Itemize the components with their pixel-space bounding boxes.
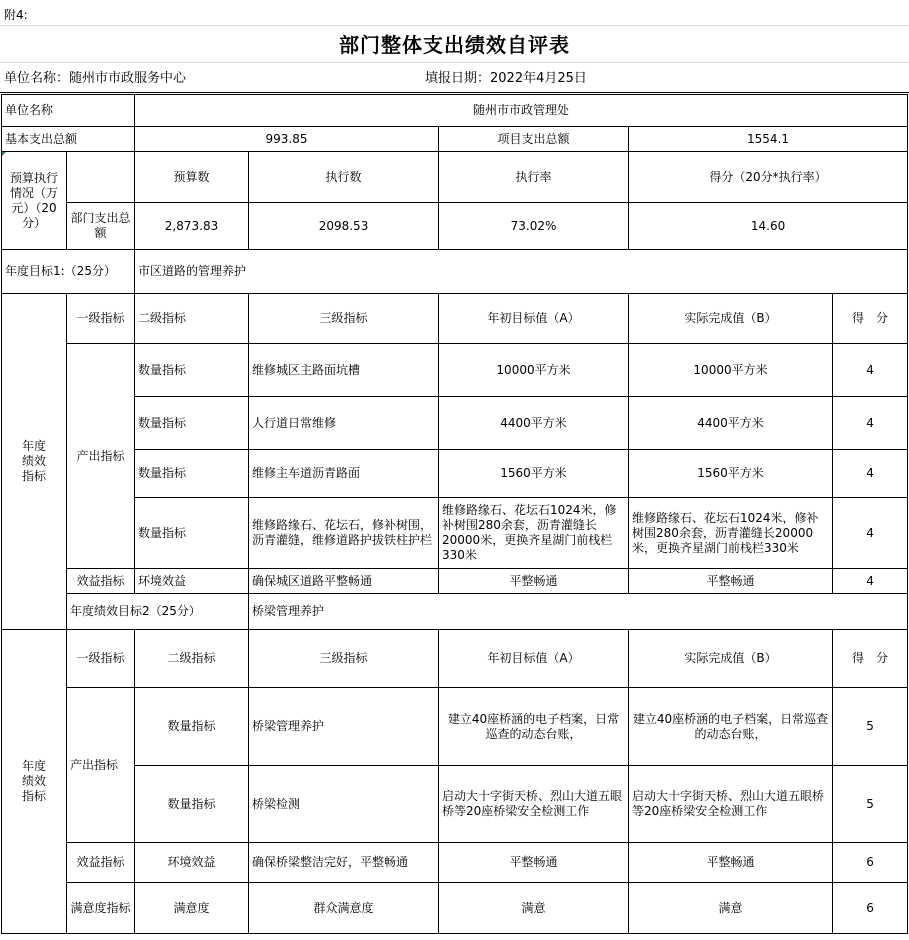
target-cell: 维修路缘石、花坛石1024米，修补树围280余套，沥青灌缝长20000米，更换齐星湖门前栈栏330米 [439,498,629,569]
level2-cell: 数量指标 [135,688,249,766]
goal2-level1-header: 一级指标 [67,630,135,688]
score-header: 得分（20分*执行率） [629,152,908,203]
goal1-score-header: 得 分 [833,294,908,344]
level2-cell: 数量指标 [135,766,249,843]
score-cell: 4 [833,397,908,450]
budget-value: 2,873.83 [135,203,249,250]
goal2-target-header: 年初目标值（A） [439,630,629,688]
target-cell: 满意 [439,883,629,934]
basic-expense-value: 993.85 [135,127,439,152]
unit-row [2,95,908,127]
annex-row [0,0,909,26]
goal2-text: 桥梁管理养护 [249,594,908,630]
goal1-text: 市区道路的管理养护 [135,250,908,294]
annex-label: 附4: [4,8,28,22]
target-cell: 平整畅通 [439,843,629,883]
level3-cell: 桥梁检测 [249,766,439,843]
score-cell: 4 [833,344,908,397]
unit-label: 单位名称 [2,95,135,127]
unit-value: 随州市市政管理处 [135,95,908,127]
score-cell: 6 [833,843,908,883]
score-cell: 5 [833,688,908,766]
goal1-level3-header: 三级指标 [249,294,439,344]
actual-cell: 平整畅通 [629,843,833,883]
dept-expense-label: 部门支出总额 [67,203,135,250]
project-expense-label: 项目支出总额 [439,127,629,152]
level3-cell: 确保城区道路平整畅通 [249,569,439,594]
score-cell: 5 [833,766,908,843]
evaluation-table [1,94,908,934]
table-row [2,766,908,843]
actual-cell: 4400平方米 [629,397,833,450]
benefit-label: 效益指标 [67,843,135,883]
level3-cell: 人行道日常维修 [249,397,439,450]
benefit-label: 效益指标 [67,569,135,594]
execution-rate-header: 执行率 [439,152,629,203]
title-row [0,25,909,63]
target-cell: 平整畅通 [439,569,629,594]
actual-cell: 维修路缘石、花坛石1024米，修补树围280余套，沥青灌缝长20000米，更换齐星湖门前栈栏330米 [629,498,833,569]
goal2-output-label: 产出指标 [67,688,135,843]
goal1-side-label: 年度 绩效 指标 [2,294,67,630]
level2-cell: 环境效益 [135,569,249,594]
actual-cell: 10000平方米 [629,344,833,397]
actual-cell: 启动大十字街天桥、烈山大道五眼桥等20座桥梁安全检测工作 [629,766,833,843]
level3-cell: 确保桥梁整洁完好，平整畅通 [249,843,439,883]
score-cell: 4 [833,569,908,594]
level2-cell: 数量指标 [135,498,249,569]
page-title: 部门整体支出绩效自评表 [339,33,570,57]
actual-cell: 满意 [629,883,833,934]
table-row [2,688,908,766]
goal2-level3-header: 三级指标 [249,630,439,688]
goal2-side-label: 年度 绩效 指标 [2,630,67,934]
target-cell: 10000平方米 [439,344,629,397]
target-cell: 建立40座桥涵的电子档案，日常巡查的动态台账， [439,688,629,766]
level3-cell: 桥梁管理养护 [249,688,439,766]
goal1-row [2,250,908,294]
target-cell: 1560平方米 [439,450,629,498]
table-row [2,883,908,934]
actual-cell: 1560平方米 [629,450,833,498]
score-cell: 4 [833,450,908,498]
goal2-actual-header: 实际完成值（B） [629,630,833,688]
level3-cell: 维修路缘石、花坛石，修补树围，沥青灌缝，维修道路护拔铁柱护栏 [249,498,439,569]
table-row [2,450,908,498]
project-expense-value: 1554.1 [629,127,908,152]
goal1-target-header: 年初目标值（A） [439,294,629,344]
table-row [2,843,908,883]
budget-empty-cell [67,152,135,203]
executed-value: 2098.53 [249,203,439,250]
fill-date-text: 填报日期：2022年4月25日 [425,71,587,86]
execution-rate-value: 73.02% [439,203,629,250]
score-cell: 4 [833,498,908,569]
basic-expense-label: 基本支出总额 [2,127,135,152]
goal1-level1-header: 一级指标 [67,294,135,344]
budget-header: 预算数 [135,152,249,203]
budget-header-row [2,152,908,203]
goal1-header-row [2,294,908,344]
goal2-row [2,594,908,630]
level2-cell: 数量指标 [135,397,249,450]
actual-cell: 平整畅通 [629,569,833,594]
goal2-score-header: 得 分 [833,630,908,688]
table-row [2,344,908,397]
goal1-actual-header: 实际完成值（B） [629,294,833,344]
goal1-label: 年度目标1:（25分） [2,250,135,294]
level2-cell: 数量指标 [135,344,249,397]
budget-value-row [2,203,908,250]
target-cell: 启动大十字街天桥、烈山大道五眼桥等20座桥梁安全检测工作 [439,766,629,843]
table-row [2,498,908,569]
actual-cell: 建立40座桥涵的电子档案，日常巡查的动态台账， [629,688,833,766]
goal2-level2-header: 二级指标 [135,630,249,688]
info-row [0,62,909,93]
level3-cell: 群众满意度 [249,883,439,934]
level2-cell: 数量指标 [135,450,249,498]
level2-cell: 满意度 [135,883,249,934]
level2-cell: 环境效益 [135,843,249,883]
executed-header: 执行数 [249,152,439,203]
satisfaction-label: 满意度指标 [67,883,135,934]
unit-name-text: 单位名称：随州市市政服务中心 [4,71,187,86]
budget-label: 预算执行情况（万元）（20分） [2,152,67,250]
goal2-label: 年度绩效目标2（25分） [67,594,249,630]
goal1-output-label: 产出指标 [67,344,135,569]
comment-marker [2,152,6,156]
level3-cell: 维修主车道沥青路面 [249,450,439,498]
table-row [2,569,908,594]
goal1-level2-header: 二级指标 [135,294,249,344]
level3-cell: 维修城区主路面坑槽 [249,344,439,397]
basic-expense-row [2,127,908,152]
score-value: 14.60 [629,203,908,250]
score-cell: 6 [833,883,908,934]
target-cell: 4400平方米 [439,397,629,450]
goal2-header-row [2,630,908,688]
table-row [2,397,908,450]
